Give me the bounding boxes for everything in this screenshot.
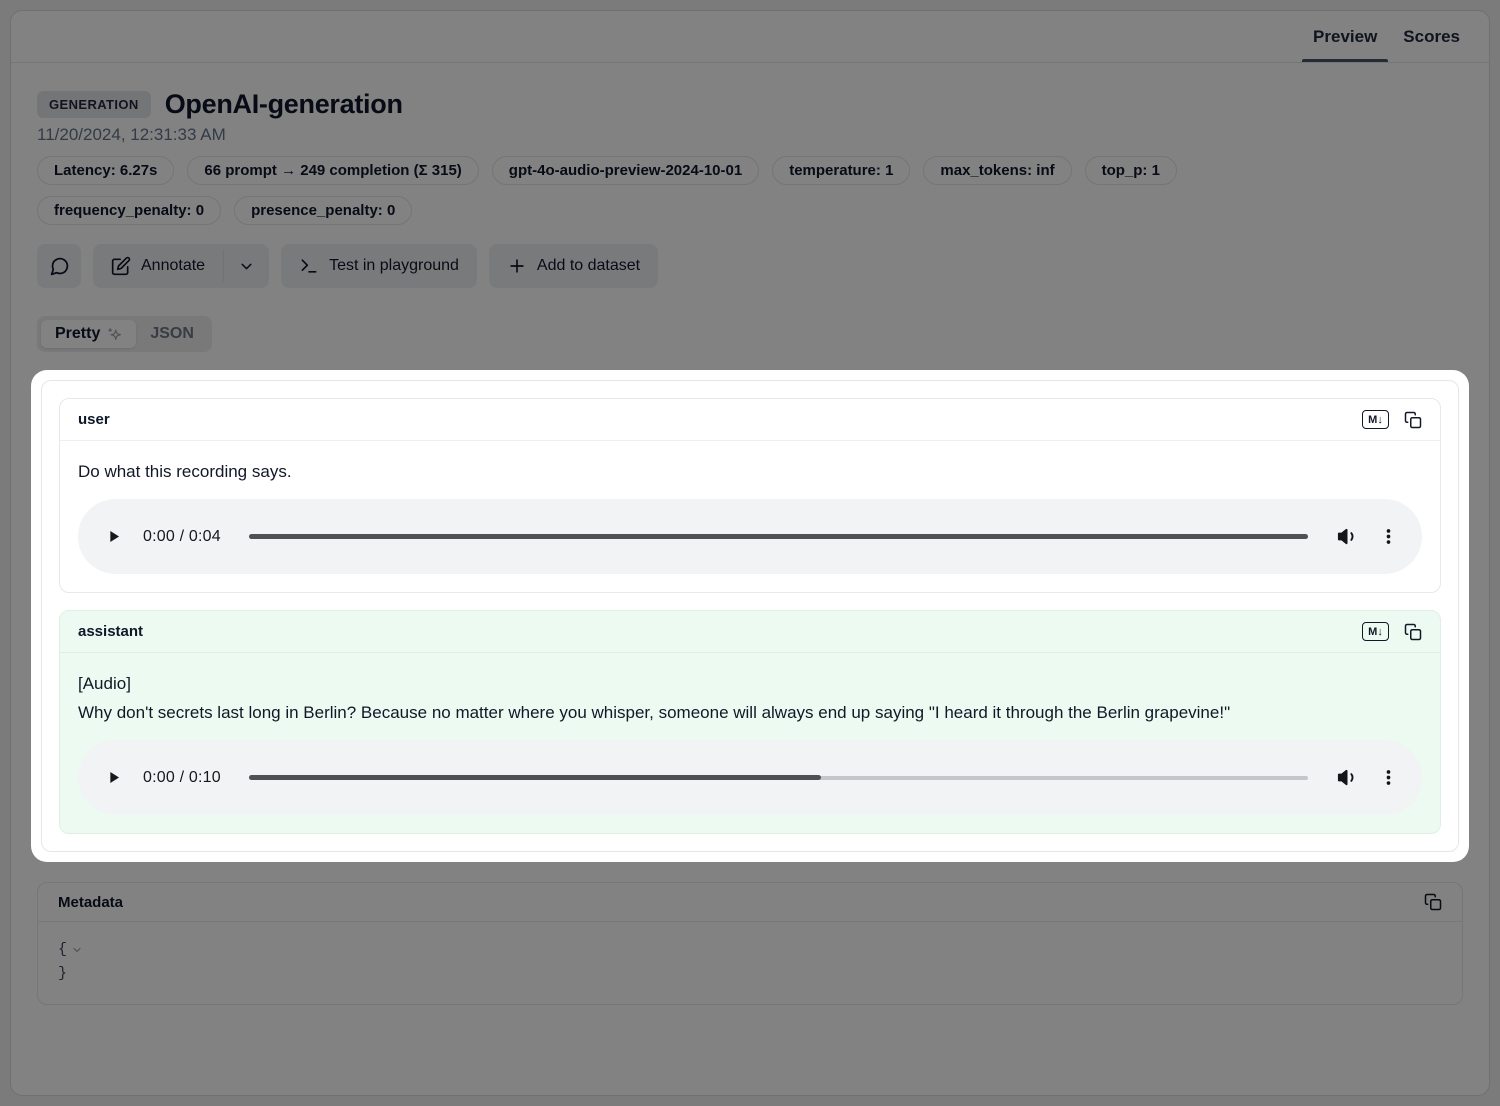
json-close-brace: }	[58, 965, 68, 982]
user-audio-player	[78, 499, 1422, 574]
volume-icon[interactable]	[1336, 525, 1359, 548]
markdown-toggle-icon[interactable]: M↓	[1362, 410, 1389, 429]
io-container	[41, 380, 1459, 852]
audio-tag: [Audio]	[78, 674, 131, 693]
add-to-dataset-label: Add to dataset	[536, 257, 641, 274]
audio-seekbar[interactable]	[249, 776, 1308, 780]
json-open-brace: {	[58, 941, 68, 958]
markdown-toggle-icon[interactable]: M↓	[1362, 622, 1389, 641]
pill-frequency-penalty: frequency_penalty: 0	[37, 196, 221, 225]
messages-spotlight	[31, 370, 1469, 862]
timestamp: 11/20/2024, 12:31:33 AM	[37, 125, 226, 144]
assistant-message-card	[59, 610, 1441, 834]
pill-temperature: temperature: 1	[772, 156, 910, 185]
observation-type-badge: GENERATION	[37, 91, 151, 118]
metadata-title: Metadata	[58, 893, 124, 911]
role-label: user	[78, 411, 110, 428]
audio-time: 0:00 / 0:04	[143, 527, 221, 545]
assistant-message-body	[60, 653, 1440, 833]
user-message-card	[59, 398, 1441, 593]
copy-icon[interactable]	[1404, 411, 1422, 429]
playground-label: Test in playground	[329, 257, 459, 274]
pill-model: gpt-4o-audio-preview-2024-10-01	[492, 156, 759, 185]
pill-presence-penalty: presence_penalty: 0	[234, 196, 412, 225]
audio-time: 0:00 / 0:10	[143, 768, 221, 786]
assistant-audio-player	[78, 740, 1422, 815]
user-message-body	[60, 441, 1440, 592]
pill-max-tokens: max_tokens: inf	[923, 156, 1071, 185]
role-label: assistant	[78, 623, 144, 640]
audio-seekbar[interactable]	[249, 535, 1308, 539]
audio-menu-icon[interactable]	[1379, 527, 1398, 546]
pretty-label: Pretty	[55, 325, 101, 342]
audio-menu-icon[interactable]	[1379, 768, 1398, 787]
pill-latency: Latency: 6.27s	[37, 156, 174, 185]
annotate-label: Annotate	[141, 257, 206, 274]
pill-top-p: top_p: 1	[1085, 156, 1177, 185]
tab-scores-label: Scores	[1403, 26, 1460, 46]
json-label: JSON	[150, 325, 194, 342]
page-title: OpenAI-generation	[164, 89, 403, 119]
tab-preview-label: Preview	[1313, 26, 1378, 46]
user-message-text: Do what this recording says.	[78, 462, 292, 481]
assistant-message-header	[60, 611, 1440, 653]
copy-icon[interactable]	[1404, 623, 1422, 641]
play-icon[interactable]	[104, 527, 123, 546]
play-icon[interactable]	[104, 768, 123, 787]
assistant-message-text: Why don't secrets last long in Berlin? Because no matter where you whisper, someone will always end up saying "I heard it through the Berlin grapevine!"	[78, 703, 1231, 722]
pill-tokens: 66 prompt → 249 completion (Σ 315)	[187, 156, 478, 185]
volume-icon[interactable]	[1336, 766, 1359, 789]
user-message-header	[60, 399, 1440, 441]
